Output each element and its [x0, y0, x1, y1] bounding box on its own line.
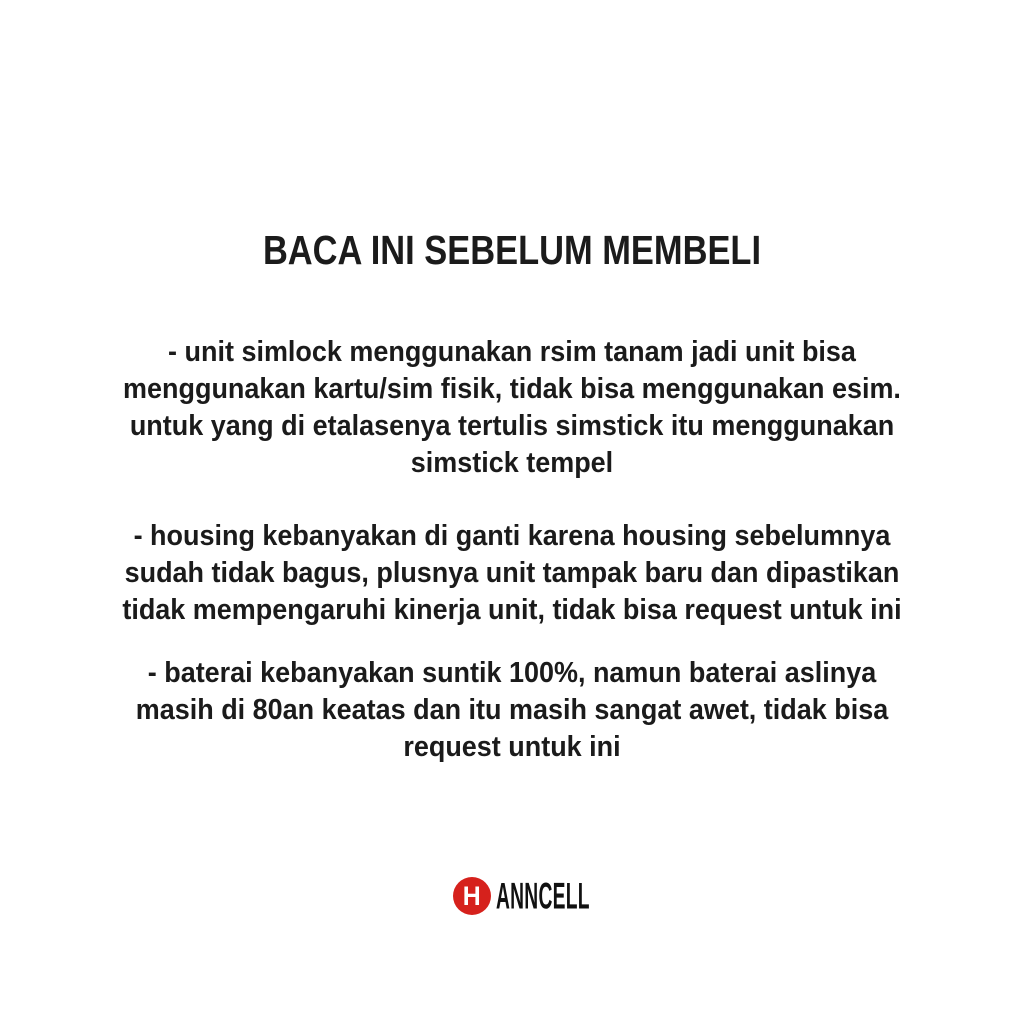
text-line: untuk yang di etalasenya tertulis simstick itu menggunakan	[129, 410, 895, 442]
brand-logo-initial: H	[463, 880, 481, 911]
brand-logo-inner	[453, 876, 591, 916]
text-line: simstick tempel	[410, 447, 614, 479]
text-line: sudah tidak bagus, plusnya unit tampak baru dan dipastikan	[124, 557, 900, 589]
brand-logo	[0, 876, 1024, 916]
text-line: - baterai kebanyakan suntik 100%, namun baterai aslinya	[147, 657, 877, 689]
page-title: BACA INI SEBELUM MEMBELI	[262, 227, 762, 273]
paragraph-battery-note	[36, 655, 988, 766]
text-line: - unit simlock menggunakan rsim tanam jadi unit bisa	[168, 336, 856, 368]
text-line: request untuk ini	[403, 731, 621, 763]
brand-wordmark: ANNCELL	[496, 875, 590, 917]
paragraph-housing-note	[36, 518, 988, 629]
paragraph-simlock-note	[36, 334, 988, 482]
brand-logo-icon	[453, 877, 491, 915]
text-line: - housing kebanyakan di ganti karena housing sebelumnya	[133, 520, 891, 552]
text-line: tidak mempengaruhi kinerja unit, tidak bisa request untuk ini	[122, 594, 902, 626]
text-line: masih di 80an keatas dan itu masih sangat awet, tidak bisa	[135, 694, 889, 726]
brand-wordmark-box	[496, 876, 591, 916]
text-line: menggunakan kartu/sim fisik, tidak bisa menggunakan esim.	[123, 373, 901, 405]
